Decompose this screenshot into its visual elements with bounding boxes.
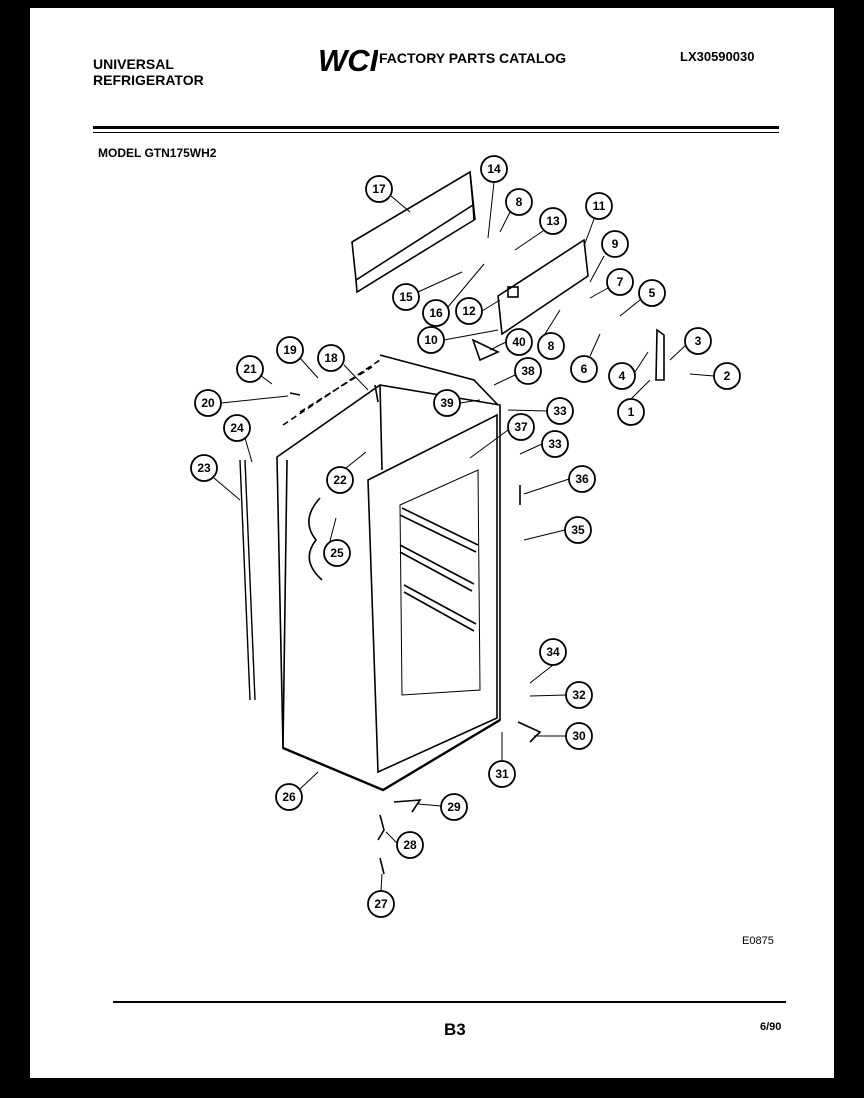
callout-18 <box>318 345 344 371</box>
svg-text:5: 5 <box>648 286 656 300</box>
catalog-date: 6/90 <box>760 1021 782 1033</box>
svg-text:35: 35 <box>571 523 585 537</box>
svg-text:28: 28 <box>403 838 417 852</box>
svg-text:33: 33 <box>548 437 562 451</box>
svg-text:8: 8 <box>515 195 523 209</box>
callout-21 <box>237 356 263 382</box>
svg-text:40: 40 <box>512 335 526 349</box>
svg-text:23: 23 <box>197 461 211 475</box>
svg-text:20: 20 <box>201 396 215 410</box>
callout-36 <box>569 466 595 492</box>
callout-7 <box>607 269 633 295</box>
svg-text:18: 18 <box>324 351 338 365</box>
callout-5 <box>639 280 665 306</box>
svg-text:13: 13 <box>546 214 560 228</box>
callout-4 <box>609 363 635 389</box>
callout-17 <box>366 176 392 202</box>
svg-text:21: 21 <box>243 362 257 376</box>
callout-27 <box>368 891 394 917</box>
svg-text:2: 2 <box>723 369 731 383</box>
catalog-code: LX30590030 <box>680 49 755 64</box>
svg-text:14: 14 <box>487 162 501 176</box>
callout-11 <box>586 193 612 219</box>
svg-text:17: 17 <box>372 182 386 196</box>
svg-text:16: 16 <box>429 306 443 320</box>
callout-30 <box>566 723 592 749</box>
callout-2 <box>714 363 740 389</box>
callout-8-lower <box>538 333 564 359</box>
drawing-code: E0875 <box>742 935 774 947</box>
callout-34 <box>540 639 566 665</box>
part-callouts <box>191 156 740 917</box>
svg-text:36: 36 <box>575 472 589 486</box>
callout-24 <box>224 415 250 441</box>
svg-text:27: 27 <box>374 897 388 911</box>
callout-33-lower <box>542 431 568 457</box>
svg-text:19: 19 <box>283 343 297 357</box>
svg-text:34: 34 <box>546 645 560 659</box>
callout-33-upper <box>547 398 573 424</box>
callout-38 <box>515 358 541 384</box>
callout-14 <box>481 156 507 182</box>
callout-9 <box>602 231 628 257</box>
callout-40 <box>506 329 532 355</box>
svg-text:38: 38 <box>521 364 535 378</box>
svg-text:30: 30 <box>572 729 586 743</box>
callout-31 <box>489 761 515 787</box>
page-number: B3 <box>444 1020 466 1039</box>
callout-39 <box>434 390 460 416</box>
callout-32 <box>566 682 592 708</box>
wci-logo-text: WCI <box>318 44 378 76</box>
svg-text:4: 4 <box>618 369 626 383</box>
callout-29 <box>441 794 467 820</box>
callout-26 <box>276 784 302 810</box>
svg-text:37: 37 <box>514 420 528 434</box>
svg-text:11: 11 <box>592 199 606 213</box>
callout-19 <box>277 337 303 363</box>
catalog-title: FACTORY PARTS CATALOG <box>379 50 567 66</box>
svg-text:1: 1 <box>627 405 635 419</box>
svg-text:39: 39 <box>440 396 454 410</box>
svg-text:33: 33 <box>553 404 567 418</box>
callout-16 <box>423 300 449 326</box>
svg-text:31: 31 <box>495 767 509 781</box>
model-number: MODEL GTN175WH2 <box>98 146 217 160</box>
callout-3 <box>685 328 711 354</box>
callout-23 <box>191 455 217 481</box>
callout-13 <box>540 208 566 234</box>
svg-text:6: 6 <box>580 362 588 376</box>
svg-text:12: 12 <box>462 304 476 318</box>
callout-35 <box>565 517 591 543</box>
callout-25 <box>324 540 350 566</box>
svg-text:7: 7 <box>616 275 624 289</box>
svg-text:9: 9 <box>611 237 619 251</box>
brand-name: UNIVERSAL REFRIGERATOR <box>93 56 204 88</box>
svg-text:8: 8 <box>547 339 555 353</box>
svg-text:25: 25 <box>330 546 344 560</box>
callout-10 <box>418 327 444 353</box>
svg-text:24: 24 <box>230 421 244 435</box>
svg-text:32: 32 <box>572 688 586 702</box>
svg-text:29: 29 <box>447 800 461 814</box>
callout-37 <box>508 414 534 440</box>
cabinet-drawing <box>240 172 664 874</box>
callout-22 <box>327 467 353 493</box>
svg-text:26: 26 <box>282 790 296 804</box>
callout-28 <box>397 832 423 858</box>
svg-text:15: 15 <box>399 290 413 304</box>
callout-6 <box>571 356 597 382</box>
svg-text:22: 22 <box>333 473 347 487</box>
callout-12 <box>456 298 482 324</box>
callout-15 <box>393 284 419 310</box>
callout-1 <box>618 399 644 425</box>
callout-8-upper <box>506 189 532 215</box>
svg-text:3: 3 <box>694 334 702 348</box>
svg-text:10: 10 <box>424 333 438 347</box>
callout-20 <box>195 390 221 416</box>
